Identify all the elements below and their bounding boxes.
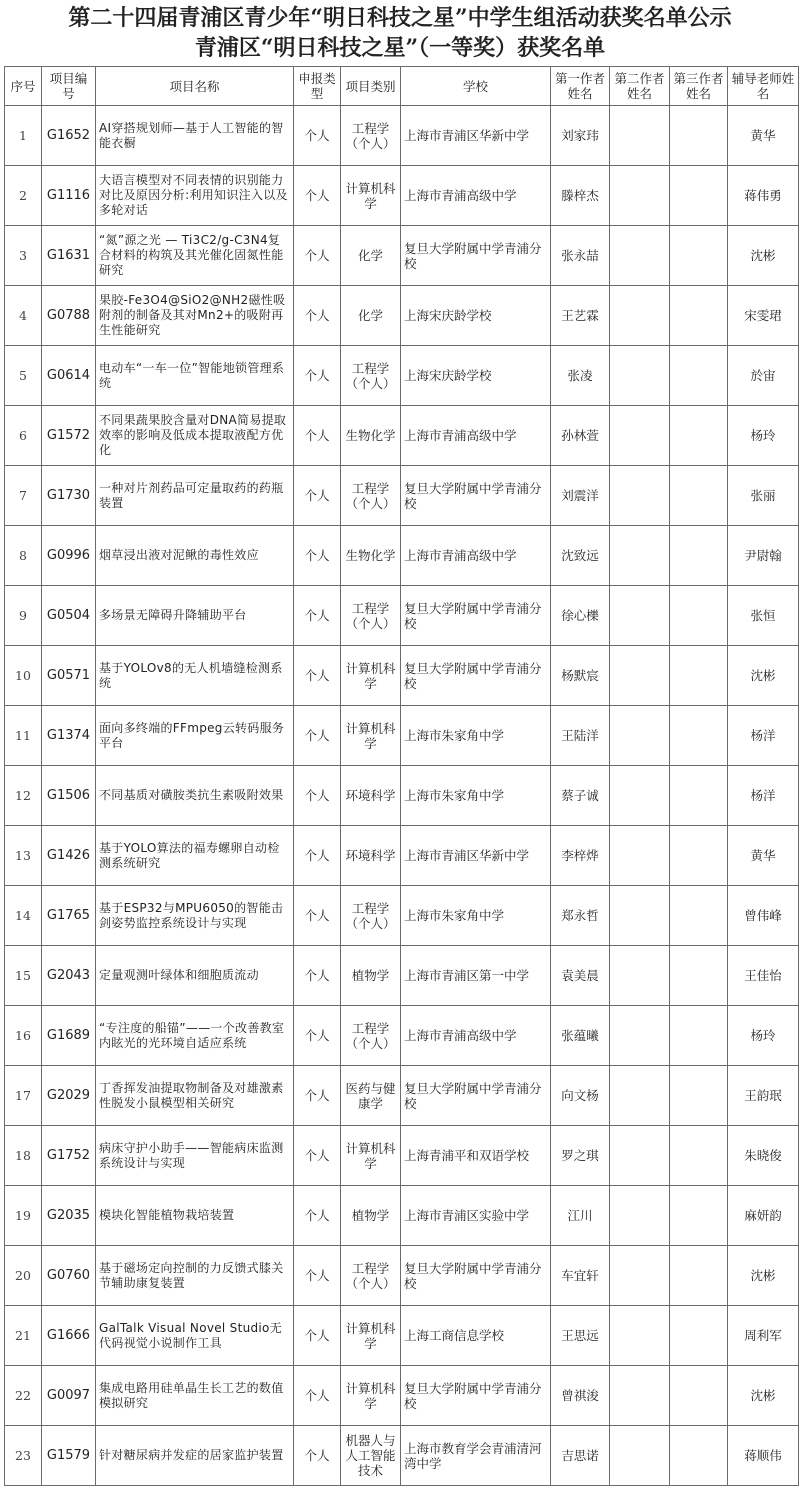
cell-author3: [670, 1066, 728, 1126]
cell-category: 工程学（个人）: [341, 886, 401, 946]
awards-table: [4, 66, 799, 1486]
cell-type: 个人: [294, 226, 341, 286]
cell-author3: [670, 1246, 728, 1306]
cell-author3: [670, 166, 728, 226]
cell-author2: [610, 766, 670, 826]
cell-type: 个人: [294, 766, 341, 826]
cell-project-name: 烟草浸出液对泥鳅的毒性效应: [96, 526, 294, 586]
cell-school: 上海市青浦高级中学: [401, 406, 551, 466]
cell-category: 医药与健康学: [341, 1066, 401, 1126]
table-row: [5, 1366, 799, 1426]
cell-advisor: 周利军: [728, 1306, 799, 1366]
cell-type: 个人: [294, 466, 341, 526]
cell-code: G1116: [42, 166, 96, 226]
cell-school: 复旦大学附属中学青浦分校: [401, 1366, 551, 1426]
cell-school: 上海宋庆龄学校: [401, 346, 551, 406]
cell-school: 上海工商信息学校: [401, 1306, 551, 1366]
cell-author3: [670, 886, 728, 946]
cell-category: 环境科学: [341, 766, 401, 826]
cell-index: 10: [5, 646, 42, 706]
cell-type: 个人: [294, 946, 341, 1006]
cell-advisor: 黄华: [728, 106, 799, 166]
cell-author1: 蔡子诚: [551, 766, 610, 826]
cell-advisor: 杨洋: [728, 766, 799, 826]
cell-index: 18: [5, 1126, 42, 1186]
cell-school: 上海市青浦区实验中学: [401, 1186, 551, 1246]
cell-author1: 张永喆: [551, 226, 610, 286]
header-author1: 第一作者姓名: [551, 67, 610, 106]
cell-author2: [610, 1186, 670, 1246]
cell-advisor: 张恒: [728, 586, 799, 646]
cell-advisor: 沈彬: [728, 1366, 799, 1426]
cell-author1: 徐心櫟: [551, 586, 610, 646]
cell-code: G1765: [42, 886, 96, 946]
cell-project-name: AI穿搭规划师—基于人工智能的智能衣橱: [96, 106, 294, 166]
cell-category: 植物学: [341, 946, 401, 1006]
header-type: 申报类型: [294, 67, 341, 106]
cell-category: 机器人与人工智能技术: [341, 1426, 401, 1486]
cell-index: 7: [5, 466, 42, 526]
cell-code: G0097: [42, 1366, 96, 1426]
table-row: [5, 1126, 799, 1186]
header-author3: 第三作者姓名: [670, 67, 728, 106]
cell-author3: [670, 766, 728, 826]
cell-author1: 王艺霖: [551, 286, 610, 346]
table-row: [5, 466, 799, 526]
cell-advisor: 沈彬: [728, 1246, 799, 1306]
cell-type: 个人: [294, 166, 341, 226]
cell-author3: [670, 1006, 728, 1066]
cell-school: 复旦大学附属中学青浦分校: [401, 586, 551, 646]
cell-project-name: 集成电路用硅单晶生长工艺的数值模拟研究: [96, 1366, 294, 1426]
cell-author2: [610, 946, 670, 1006]
cell-author3: [670, 406, 728, 466]
table-row: [5, 226, 799, 286]
cell-author1: 江川: [551, 1186, 610, 1246]
cell-code: G0760: [42, 1246, 96, 1306]
cell-category: 计算机科学: [341, 706, 401, 766]
cell-author2: [610, 886, 670, 946]
cell-school: 上海市朱家角中学: [401, 706, 551, 766]
cell-category: 生物化学: [341, 526, 401, 586]
cell-code: G1631: [42, 226, 96, 286]
cell-author3: [670, 106, 728, 166]
table-row: [5, 1246, 799, 1306]
cell-author1: 车宜轩: [551, 1246, 610, 1306]
cell-school: 复旦大学附属中学青浦分校: [401, 466, 551, 526]
cell-author3: [670, 286, 728, 346]
cell-project-name: 模块化智能植物栽培装置: [96, 1186, 294, 1246]
cell-advisor: 沈彬: [728, 646, 799, 706]
cell-type: 个人: [294, 886, 341, 946]
table-row: [5, 526, 799, 586]
cell-school: 复旦大学附属中学青浦分校: [401, 1066, 551, 1126]
cell-project-name: 多场景无障碍升降辅助平台: [96, 586, 294, 646]
cell-author2: [610, 1366, 670, 1426]
cell-advisor: 杨玲: [728, 1006, 799, 1066]
cell-author1: 郑永哲: [551, 886, 610, 946]
cell-advisor: 黄华: [728, 826, 799, 886]
cell-code: G0504: [42, 586, 96, 646]
cell-school: 复旦大学附属中学青浦分校: [401, 1246, 551, 1306]
cell-school: 上海市青浦高级中学: [401, 1006, 551, 1066]
cell-school: 上海市教育学会青浦清河湾中学: [401, 1426, 551, 1486]
cell-author1: 吉思诺: [551, 1426, 610, 1486]
table-row: [5, 766, 799, 826]
cell-author2: [610, 346, 670, 406]
cell-code: G1579: [42, 1426, 96, 1486]
cell-index: 4: [5, 286, 42, 346]
cell-author1: 沈致远: [551, 526, 610, 586]
cell-advisor: 曾伟峰: [728, 886, 799, 946]
cell-index: 16: [5, 1006, 42, 1066]
cell-author2: [610, 466, 670, 526]
table-row: [5, 406, 799, 466]
cell-author2: [610, 1246, 670, 1306]
cell-advisor: 朱晓俊: [728, 1126, 799, 1186]
cell-type: 个人: [294, 1186, 341, 1246]
cell-type: 个人: [294, 1306, 341, 1366]
cell-author2: [610, 646, 670, 706]
cell-index: 17: [5, 1066, 42, 1126]
cell-author2: [610, 706, 670, 766]
cell-author1: 张凌: [551, 346, 610, 406]
cell-code: G1652: [42, 106, 96, 166]
cell-advisor: 蒋伟勇: [728, 166, 799, 226]
cell-type: 个人: [294, 526, 341, 586]
cell-author3: [670, 586, 728, 646]
cell-project-name: 基于磁场定向控制的力反馈式膝关节辅助康复装置: [96, 1246, 294, 1306]
cell-index: 3: [5, 226, 42, 286]
cell-advisor: 杨洋: [728, 706, 799, 766]
cell-author3: [670, 226, 728, 286]
cell-index: 15: [5, 946, 42, 1006]
cell-author2: [610, 226, 670, 286]
table-row: [5, 346, 799, 406]
table-row: [5, 646, 799, 706]
table-row: [5, 946, 799, 1006]
cell-type: 个人: [294, 286, 341, 346]
cell-project-name: 不同基质对磺胺类抗生素吸附效果: [96, 766, 294, 826]
cell-author3: [670, 346, 728, 406]
cell-advisor: 张丽: [728, 466, 799, 526]
cell-project-name: 面向多终端的FFmpeg云转码服务平台: [96, 706, 294, 766]
cell-author3: [670, 1306, 728, 1366]
header-row: [5, 67, 799, 106]
cell-author1: 袁美晨: [551, 946, 610, 1006]
cell-project-name: 大语言模型对不同表情的识别能力对比及原因分析:利用知识注入以及多轮对话: [96, 166, 294, 226]
header-advisor: 辅导老师姓名: [728, 67, 799, 106]
cell-author1: 李梓烨: [551, 826, 610, 886]
cell-school: 上海市青浦区华新中学: [401, 826, 551, 886]
cell-author2: [610, 586, 670, 646]
cell-code: G1572: [42, 406, 96, 466]
cell-code: G2029: [42, 1066, 96, 1126]
cell-author2: [610, 406, 670, 466]
cell-author2: [610, 166, 670, 226]
cell-advisor: 尹尉翰: [728, 526, 799, 586]
header-school: 学校: [401, 67, 551, 106]
cell-author3: [670, 646, 728, 706]
cell-code: G0571: [42, 646, 96, 706]
table-row: [5, 1006, 799, 1066]
cell-author3: [670, 526, 728, 586]
cell-author3: [670, 466, 728, 526]
cell-author1: 曾祺浚: [551, 1366, 610, 1426]
cell-author1: 罗之琪: [551, 1126, 610, 1186]
cell-index: 9: [5, 586, 42, 646]
cell-type: 个人: [294, 106, 341, 166]
cell-advisor: 王佳怡: [728, 946, 799, 1006]
cell-author3: [670, 1366, 728, 1426]
cell-author2: [610, 1426, 670, 1486]
cell-author3: [670, 706, 728, 766]
cell-project-name: 不同果蔬果胶含量对DNA简易提取效率的影响及低成本提取液配方优化: [96, 406, 294, 466]
cell-project-name: 基于YOLOv8的无人机墙缝检测系统: [96, 646, 294, 706]
page-titles: [0, 0, 800, 66]
table-row: [5, 106, 799, 166]
cell-author2: [610, 106, 670, 166]
cell-code: G1752: [42, 1126, 96, 1186]
cell-type: 个人: [294, 1426, 341, 1486]
cell-advisor: 於宙: [728, 346, 799, 406]
cell-category: 植物学: [341, 1186, 401, 1246]
cell-author1: 孙林萱: [551, 406, 610, 466]
cell-type: 个人: [294, 346, 341, 406]
cell-category: 化学: [341, 286, 401, 346]
page-subtitle: 青浦区“明日科技之星”（一等奖）获奖名单: [194, 35, 606, 61]
cell-index: 22: [5, 1366, 42, 1426]
cell-code: G1506: [42, 766, 96, 826]
cell-author2: [610, 826, 670, 886]
cell-author1: 滕梓杰: [551, 166, 610, 226]
cell-index: 12: [5, 766, 42, 826]
cell-code: G1666: [42, 1306, 96, 1366]
cell-school: 上海市青浦区华新中学: [401, 106, 551, 166]
header-category: 项目类别: [341, 67, 401, 106]
cell-school: 复旦大学附属中学青浦分校: [401, 646, 551, 706]
cell-author1: 杨默宸: [551, 646, 610, 706]
cell-author1: 刘家玮: [551, 106, 610, 166]
table-row: [5, 886, 799, 946]
cell-author1: 王思远: [551, 1306, 610, 1366]
cell-type: 个人: [294, 1126, 341, 1186]
cell-type: 个人: [294, 1366, 341, 1426]
cell-project-name: “专注度的船锚”——一个改善教室内眩光的光环境自适应系统: [96, 1006, 294, 1066]
table-row: [5, 1186, 799, 1246]
table-row: [5, 1066, 799, 1126]
table-row: [5, 706, 799, 766]
cell-index: 14: [5, 886, 42, 946]
cell-category: 工程学（个人）: [341, 346, 401, 406]
cell-author1: 刘震洋: [551, 466, 610, 526]
cell-school: 上海宋庆龄学校: [401, 286, 551, 346]
cell-index: 11: [5, 706, 42, 766]
cell-index: 23: [5, 1426, 42, 1486]
cell-type: 个人: [294, 826, 341, 886]
cell-author1: 张蕴曦: [551, 1006, 610, 1066]
cell-author2: [610, 286, 670, 346]
cell-author2: [610, 1006, 670, 1066]
cell-category: 生物化学: [341, 406, 401, 466]
table-row: [5, 826, 799, 886]
cell-author3: [670, 826, 728, 886]
cell-author2: [610, 1126, 670, 1186]
cell-advisor: 沈彬: [728, 226, 799, 286]
cell-school: 上海市朱家角中学: [401, 886, 551, 946]
cell-advisor: 麻妍韵: [728, 1186, 799, 1246]
cell-author2: [610, 526, 670, 586]
cell-project-name: 基于ESP32与MPU6050的智能击剑姿势监控系统设计与实现: [96, 886, 294, 946]
cell-index: 13: [5, 826, 42, 886]
table-row: [5, 1426, 799, 1486]
cell-category: 工程学（个人）: [341, 1246, 401, 1306]
header-name: 项目名称: [96, 67, 294, 106]
cell-project-name: 针对糖尿病并发症的居家监护装置: [96, 1426, 294, 1486]
cell-author3: [670, 1426, 728, 1486]
cell-author3: [670, 1126, 728, 1186]
cell-advisor: 王韵珉: [728, 1066, 799, 1126]
cell-category: 工程学（个人）: [341, 1006, 401, 1066]
cell-project-name: 一种对片剂药品可定量取药的药瓶装置: [96, 466, 294, 526]
cell-index: 1: [5, 106, 42, 166]
cell-advisor: 蒋顺伟: [728, 1426, 799, 1486]
cell-author2: [610, 1306, 670, 1366]
cell-index: 6: [5, 406, 42, 466]
cell-type: 个人: [294, 586, 341, 646]
cell-index: 5: [5, 346, 42, 406]
cell-type: 个人: [294, 406, 341, 466]
cell-code: G1730: [42, 466, 96, 526]
header-index: 序号: [5, 67, 42, 106]
cell-code: G0788: [42, 286, 96, 346]
cell-code: G1689: [42, 1006, 96, 1066]
cell-category: 计算机科学: [341, 166, 401, 226]
table-row: [5, 1306, 799, 1366]
cell-project-name: 定量观测叶绿体和细胞质流动: [96, 946, 294, 1006]
cell-project-name: 病床守护小助手——智能病床监测系统设计与实现: [96, 1126, 294, 1186]
cell-project-name: 电动车“一车一位”智能地锁管理系统: [96, 346, 294, 406]
cell-index: 19: [5, 1186, 42, 1246]
cell-category: 计算机科学: [341, 1306, 401, 1366]
header-author2: 第二作者姓名: [610, 67, 670, 106]
cell-code: G0996: [42, 526, 96, 586]
cell-index: 21: [5, 1306, 42, 1366]
page-title: 第二十四届青浦区青少年“明日科技之星”中学生组活动获奖名单公示: [68, 5, 732, 31]
cell-school: 上海市青浦区第一中学: [401, 946, 551, 1006]
cell-category: 计算机科学: [341, 1126, 401, 1186]
cell-category: 工程学（个人）: [341, 586, 401, 646]
cell-project-name: 丁香挥发油提取物制备及对雄激素性脱发小鼠模型相关研究: [96, 1066, 294, 1126]
cell-school: 上海市朱家角中学: [401, 766, 551, 826]
cell-project-name: “氮”源之光 — Ti3C2/g-C3N4复合材料的构筑及其光催化固氮性能研究: [96, 226, 294, 286]
table-row: [5, 166, 799, 226]
cell-code: G2035: [42, 1186, 96, 1246]
cell-type: 个人: [294, 1006, 341, 1066]
cell-code: G2043: [42, 946, 96, 1006]
table-row: [5, 586, 799, 646]
cell-author1: 王陆洋: [551, 706, 610, 766]
cell-category: 化学: [341, 226, 401, 286]
cell-author2: [610, 1066, 670, 1126]
cell-type: 个人: [294, 1066, 341, 1126]
cell-author1: 向文杨: [551, 1066, 610, 1126]
cell-category: 工程学（个人）: [341, 106, 401, 166]
header-code: 项目编号: [42, 67, 96, 106]
cell-index: 8: [5, 526, 42, 586]
cell-school: 上海市青浦高级中学: [401, 526, 551, 586]
cell-category: 工程学（个人）: [341, 466, 401, 526]
cell-school: 上海市青浦高级中学: [401, 166, 551, 226]
cell-author3: [670, 1186, 728, 1246]
cell-school: 复旦大学附属中学青浦分校: [401, 226, 551, 286]
cell-advisor: 宋雯珺: [728, 286, 799, 346]
cell-code: G0614: [42, 346, 96, 406]
cell-index: 20: [5, 1246, 42, 1306]
cell-category: 计算机科学: [341, 1366, 401, 1426]
cell-school: 上海青浦平和双语学校: [401, 1126, 551, 1186]
cell-category: 计算机科学: [341, 646, 401, 706]
cell-code: G1374: [42, 706, 96, 766]
cell-type: 个人: [294, 646, 341, 706]
cell-project-name: 基于YOLO算法的福寿螺卵自动检测系统研究: [96, 826, 294, 886]
cell-category: 环境科学: [341, 826, 401, 886]
cell-index: 2: [5, 166, 42, 226]
cell-author3: [670, 946, 728, 1006]
cell-code: G1426: [42, 826, 96, 886]
cell-type: 个人: [294, 1246, 341, 1306]
cell-advisor: 杨玲: [728, 406, 799, 466]
cell-project-name: GalTalk Visual Novel Studio无代码视觉小说制作工具: [96, 1306, 294, 1366]
table-row: [5, 286, 799, 346]
cell-type: 个人: [294, 706, 341, 766]
cell-project-name: 果胶-Fe3O4@SiO2@NH2磁性吸附剂的制备及其对Mn2+的吸附再生性能研究: [96, 286, 294, 346]
